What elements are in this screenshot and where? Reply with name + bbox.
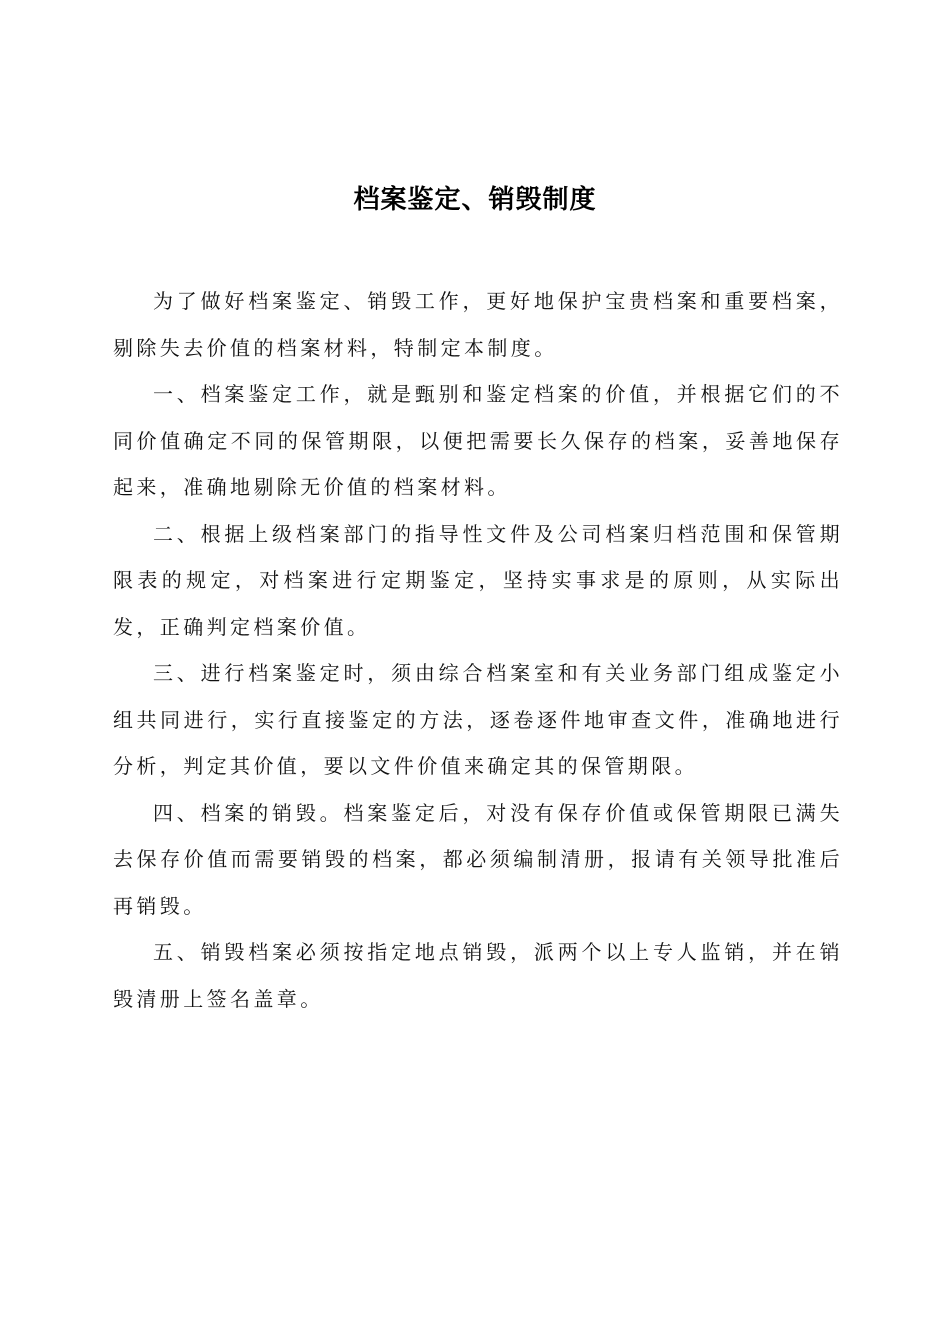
- paragraph-clause-2: 二、根据上级档案部门的指导性文件及公司档案归档范围和保管期限表的规定，对档案进行定期鉴定，坚持实事求是的原则，从实际出发，正确判定档案价值。: [113, 521, 843, 639]
- document-body: [113, 278, 843, 1022]
- document-title: 档案鉴定、销毁制度: [353, 185, 597, 215]
- paragraph-clause-3: 三、进行档案鉴定时，须由综合档案室和有关业务部门组成鉴定小组共同进行，实行直接鉴定的方法，逐卷逐件地审查文件，准确地进行分析，判定其价值，要以文件价值来确定其的保管期限。: [113, 661, 843, 778]
- paragraph-clause-4: 四、档案的销毁。档案鉴定后，对没有保存价值或保管期限已满失去保存价值而需要销毁的档案，都必须编制清册，报请有关领导批准后再销毁。: [113, 800, 843, 918]
- paragraph-clause-1: 一、档案鉴定工作，就是甄别和鉴定档案的价值，并根据它们的不同价值确定不同的保管期限，以便把需要长久保存的档案，妥善地保存起来，准确地剔除无价值的档案材料。: [113, 382, 843, 499]
- paragraph-intro: 为了做好档案鉴定、销毁工作，更好地保护宝贵档案和重要档案，剔除失去价值的档案材料，特制定本制度。: [113, 289, 843, 360]
- paragraph-clause-5: 五、销毁档案必须按指定地点销毁，派两个以上专人监销，并在销毁清册上签名盖章。: [113, 940, 843, 1011]
